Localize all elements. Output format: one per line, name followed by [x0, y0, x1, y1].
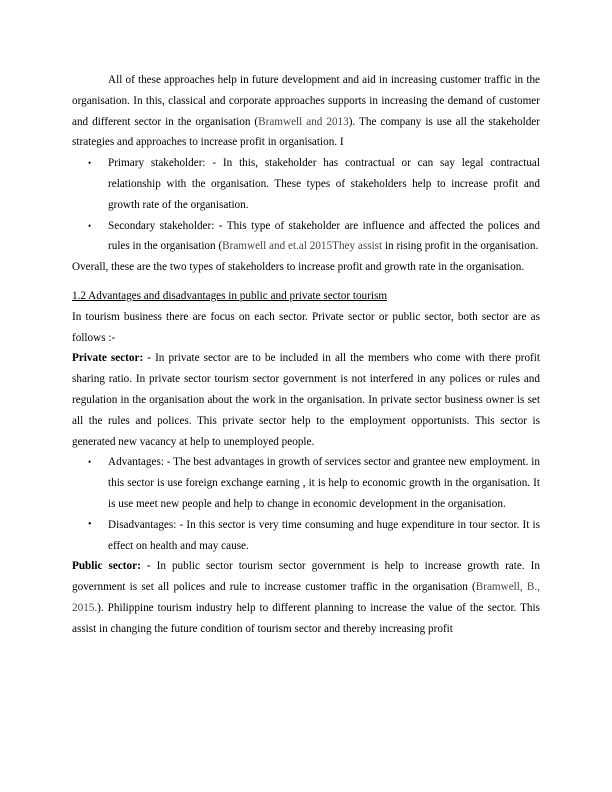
paragraph-approaches: [72, 70, 540, 153]
section-heading: 1.2 Advantages and disadvantages in public and private sector tourism: [72, 289, 388, 302]
bullet-icon: •: [88, 457, 92, 468]
list-item-text: in rising profit in the organisation.: [382, 240, 539, 253]
list-item-text: Disadvantages: - In this sector is very time consuming and huge expenditure in tour sector. It is effect on health and may cause.: [108, 518, 540, 552]
bullet-icon: •: [88, 518, 92, 530]
citation: Bramwell, B., 2015.: [72, 581, 540, 614]
public-sector-label: Public sector: -: [72, 560, 151, 573]
stakeholder-list: [72, 153, 540, 257]
private-sector-label: Private sector: -: [72, 352, 151, 365]
paragraph-intro: In tourism business there are focus on each sector. Private sector or public sector, both sector are as follows :-: [72, 310, 540, 344]
paragraph-private-sector: [72, 348, 540, 452]
list-item-text: Secondary stakeholder: - This type of stakeholder are influence and affected the polices and rules in the organisation (: [108, 219, 540, 253]
citation: Bramwell and 2013: [258, 115, 349, 128]
private-sector-list: [72, 452, 540, 556]
list-item-primary-stakeholder: [72, 153, 540, 215]
list-item-text: Advantages: - The best advantages in growth of services sector and grantee new employment. in this sector is use foreign exchange earning , it is help to economic growth in the organisation. It is use meet new people and help to change in economic development in the organisation.: [108, 456, 540, 510]
list-item-text: Primary stakeholder: - In this, stakeholder has contractual or can say legal contractual relationship with the organisation. These types of stakeholders help to increase profit and growth rate of the organisation.: [108, 157, 540, 211]
list-item-disadvantages: [72, 515, 540, 557]
paragraph-text: All of these approaches help in future development and aid in increasing customer traffic in the organisation. In this, classical and corporate approaches supports in increasing the demand of customer and different sector in the organisation (: [72, 74, 540, 128]
list-item-secondary-stakeholder: [72, 216, 540, 258]
paragraph-text: In public sector tourism sector government is help to increase growth rate. In government is set all polices and rule to increase customer traffic in the organisation (: [72, 560, 540, 594]
bullet-icon: •: [88, 158, 92, 169]
paragraph-text: ). Philippine tourism industry help to different planning to increase the value of the sector. This assist in changing the future condition of tourism sector and thereby increasing profit: [72, 601, 540, 635]
list-item-advantages: [72, 452, 540, 514]
bullet-icon: •: [88, 220, 92, 231]
paragraph-public-sector: [72, 556, 540, 639]
paragraph-text: ). The company is use all the stakeholder strategies and approaches to increase profit in organisation. I: [72, 115, 540, 149]
paragraph-text: In private sector are to be included in all the members who come with there profit sharing ratio. In private sector tourism sector government is not interfered in any polices or rules and regulation in the organisation about the work in the organisation. In private sector business owner is set all the rules and polices. This private sector help to the employment opportunists. This sector is generated new vacancy at help to unemployed people.: [72, 352, 540, 448]
paragraph-overall: Overall, these are the two types of stakeholders to increase profit and growth rate in the organisation.: [72, 261, 525, 274]
citation: Bramwell and et.al 2015They assist: [222, 240, 383, 253]
